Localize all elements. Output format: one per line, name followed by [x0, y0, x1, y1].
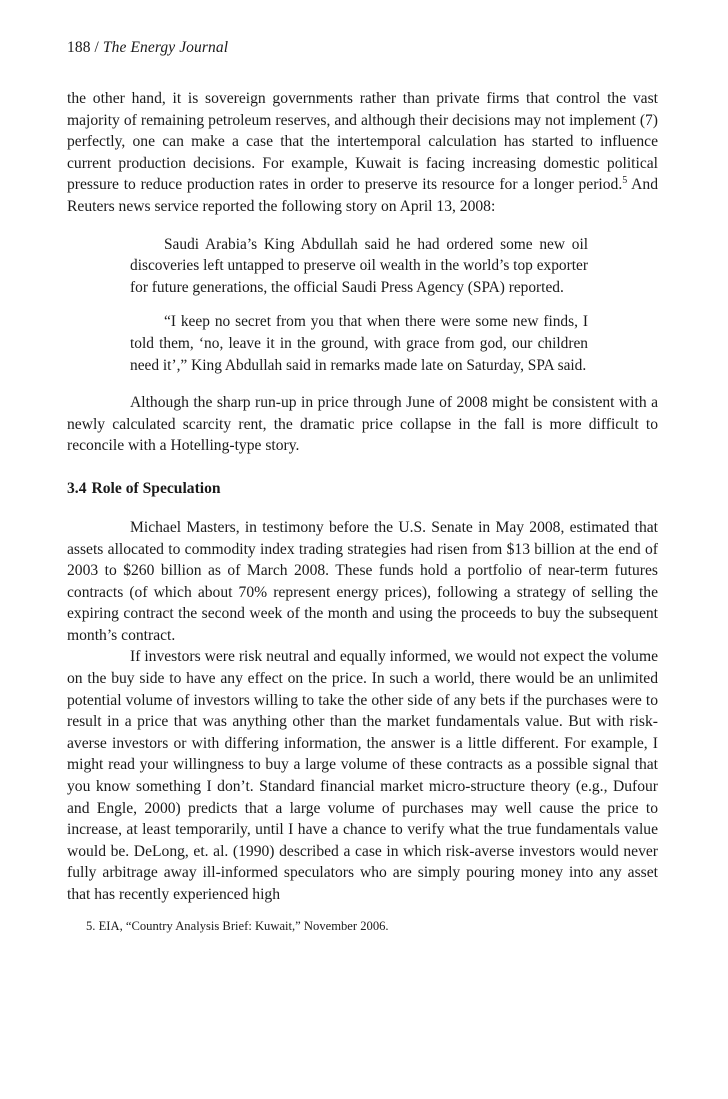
paragraph-risk-neutral: If investors were risk neutral and equally informed, we would not expect the volume on the buy side to have any effect on the price. In such a world, there would be an unlimited potential volume of investors willing to take the other side of any bets if the purchases were to result in a price that was anything other than the market fundamentals value. But with risk-averse investors or with differing information, the answer is a little different. For example, I might read your willingness to buy a large volume of these contracts as a possible signal that you know something I don’t. Standard financial market micro-structure theory (e.g., Dufour and Engle, 2000) predicts that a large volume of purchases may well cause the price to increase, at least temporarily, until I have a chance to verify what the true fundamentals value would be. DeLong, et. al. (1990) described a case in which risk-averse investors would never fully arbitrage away ill-informed speculators who are simply pouring money into any asset that has recently experienced high [67, 648, 658, 903]
paragraph-text: And Reuters news service reported the following story on April 13, 2008: [67, 176, 658, 215]
paragraph-masters: Michael Masters, in testimony before the U.S. Senate in May 2008, estimated that assets allocated to commodity index trading strategies had risen from $13 billion at the end of 2003 to $260 billion as of March 2008. These funds hold a portfolio of near-term futures contracts (of which about 70% represent energy prices), following a strategy of selling the expiring contract the second week of the month and using the proceeds to buy the subsequent month’s contract. [67, 518, 658, 644]
footnote-number: 5. [86, 918, 96, 933]
paragraph-text: the other hand, it is sovereign governments rather than private firms that control the vast majority of remaining petroleum reserves, and although their decisions may not implement (7) perfectly, one can make a case that the intertemporal calculation has started to influence current production decisions. For example, Kuwait is facing increasing domestic political pressure to reduce production rates in order to preserve its resource for a longer period. [67, 90, 658, 194]
section-number: 3.4 [67, 479, 87, 497]
quote-paragraph-1: Saudi Arabia’s King Abdullah said he had ordered some new oil discoveries left untapped to preserve oil wealth in the world’s top exporter for future generations, the official Saudi Press Agency (SPA) reported. [130, 235, 588, 296]
footnote [86, 918, 658, 934]
running-head-separator: / [90, 39, 103, 56]
block-quote [130, 234, 588, 377]
footnote-text: EIA, “Country Analysis Brief: Kuwait,” November 2006. [98, 918, 389, 933]
paragraph-continuation [67, 88, 658, 218]
body-text [67, 88, 658, 906]
page-number: 188 [67, 39, 91, 56]
section-heading [67, 479, 658, 499]
section-title: Role of Speculation [91, 479, 221, 497]
footnote-reference: 5 [622, 175, 628, 187]
paragraph-hotelling: Although the sharp run-up in price through June of 2008 might be consistent with a newly calculated scarcity rent, the dramatic price collapse in the fall is more difficult to reconcile with a Hotelling-type story. [67, 394, 658, 455]
quote-paragraph-2: “I keep no secret from you that when there were some new finds, I told them, ‘no, leave it in the ground, with grace from god, our children need it’,” King Abdullah said in remarks made late on Saturday, SPA said. [130, 313, 588, 374]
running-head [67, 38, 658, 58]
journal-title: The Energy Journal [102, 39, 229, 56]
